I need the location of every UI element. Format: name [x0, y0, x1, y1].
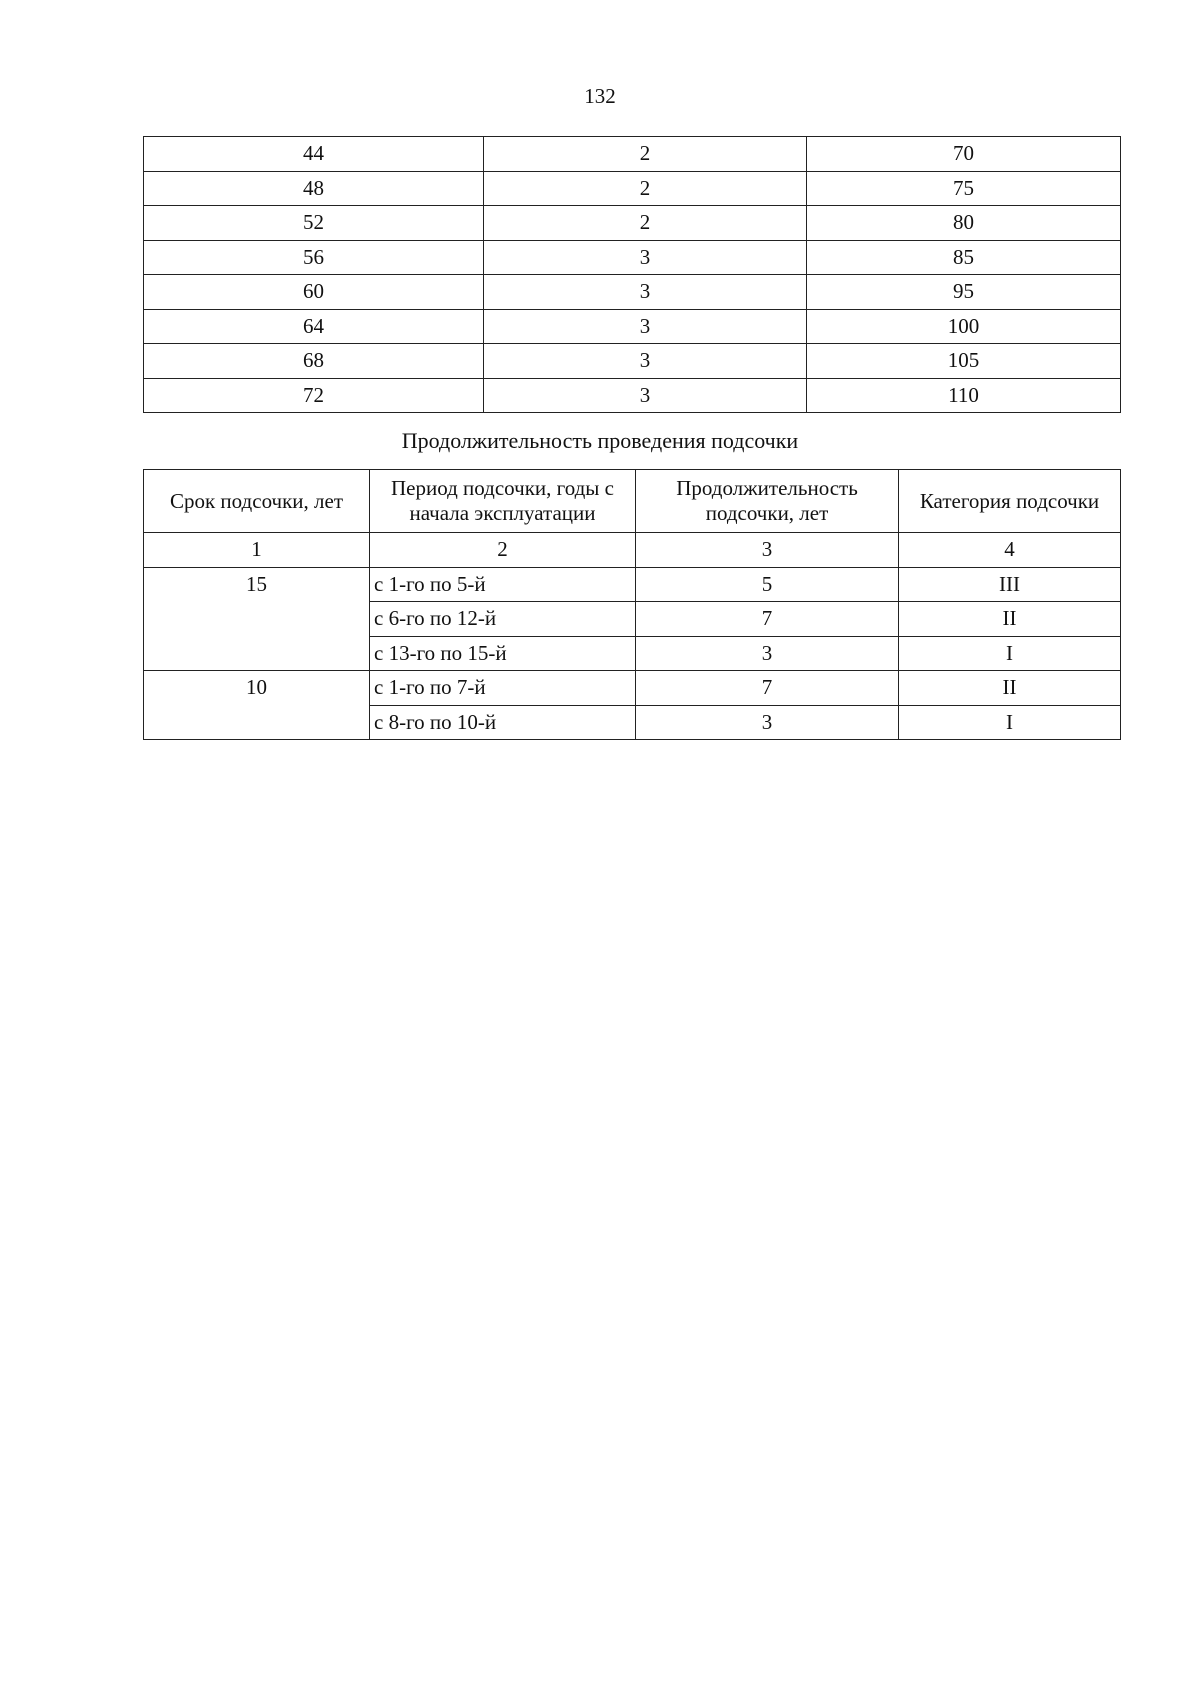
table-cell: 68: [144, 344, 484, 379]
table-row: [144, 137, 1121, 172]
table-cell: 44: [144, 137, 484, 172]
column-number: 3: [636, 533, 899, 568]
table-cell: 2: [484, 206, 807, 241]
table-cell: 105: [807, 344, 1121, 379]
period-cell: с 8-го по 10-й: [370, 705, 636, 740]
category-cell: I: [899, 705, 1121, 740]
table-cell: 72: [144, 378, 484, 413]
period-cell: с 1-го по 5-й: [370, 567, 636, 602]
table-row: [144, 567, 1121, 602]
table-row: [144, 344, 1121, 379]
duration-cell: 7: [636, 602, 899, 637]
category-cell: III: [899, 567, 1121, 602]
category-cell: I: [899, 636, 1121, 671]
table-row: [144, 240, 1121, 275]
tapping-table-title: Продолжительность проведения подсочки: [401, 428, 799, 453]
tapping-duration-table: [143, 469, 1121, 740]
table-cell: 3: [484, 240, 807, 275]
table-cell: 52: [144, 206, 484, 241]
table-cell: 56: [144, 240, 484, 275]
table-cell: 2: [484, 171, 807, 206]
category-cell: II: [899, 602, 1121, 637]
table-cell: 85: [807, 240, 1121, 275]
table-header-row: [144, 470, 1121, 533]
table-row: [144, 309, 1121, 344]
category-cell: II: [899, 671, 1121, 706]
table-row: [144, 171, 1121, 206]
table-row: [144, 275, 1121, 310]
table-cell: 3: [484, 309, 807, 344]
term-cell: 15: [144, 567, 370, 671]
column-number: 1: [144, 533, 370, 568]
table-cell: 80: [807, 206, 1121, 241]
continued-data-table: [143, 136, 1121, 413]
table-cell: 2: [484, 137, 807, 172]
table-cell: 100: [807, 309, 1121, 344]
duration-cell: 3: [636, 636, 899, 671]
duration-cell: 5: [636, 567, 899, 602]
period-cell: с 6-го по 12-й: [370, 602, 636, 637]
table-cell: 95: [807, 275, 1121, 310]
column-number: 2: [370, 533, 636, 568]
period-cell: с 1-го по 7-й: [370, 671, 636, 706]
page-number: 132: [584, 84, 616, 108]
table-cell: 3: [484, 378, 807, 413]
duration-cell: 3: [636, 705, 899, 740]
table-cell: 64: [144, 309, 484, 344]
table-row: [144, 378, 1121, 413]
column-header-category: Категория подсочки: [899, 470, 1121, 533]
table-cell: 3: [484, 344, 807, 379]
column-number-row: [144, 533, 1121, 568]
table-cell: 3: [484, 275, 807, 310]
period-cell: с 13-го по 15-й: [370, 636, 636, 671]
column-header-duration: Продолжительность подсочки, лет: [636, 470, 899, 533]
table-cell: 60: [144, 275, 484, 310]
term-cell: 10: [144, 671, 370, 740]
table-cell: 75: [807, 171, 1121, 206]
column-number: 4: [899, 533, 1121, 568]
table-cell: 70: [807, 137, 1121, 172]
table-row: [144, 671, 1121, 706]
table-row: [144, 206, 1121, 241]
column-header-term: Срок подсочки, лет: [144, 470, 370, 533]
table-cell: 48: [144, 171, 484, 206]
column-header-period: Период подсочки, годы с начала эксплуатации: [370, 470, 636, 533]
table-cell: 110: [807, 378, 1121, 413]
duration-cell: 7: [636, 671, 899, 706]
